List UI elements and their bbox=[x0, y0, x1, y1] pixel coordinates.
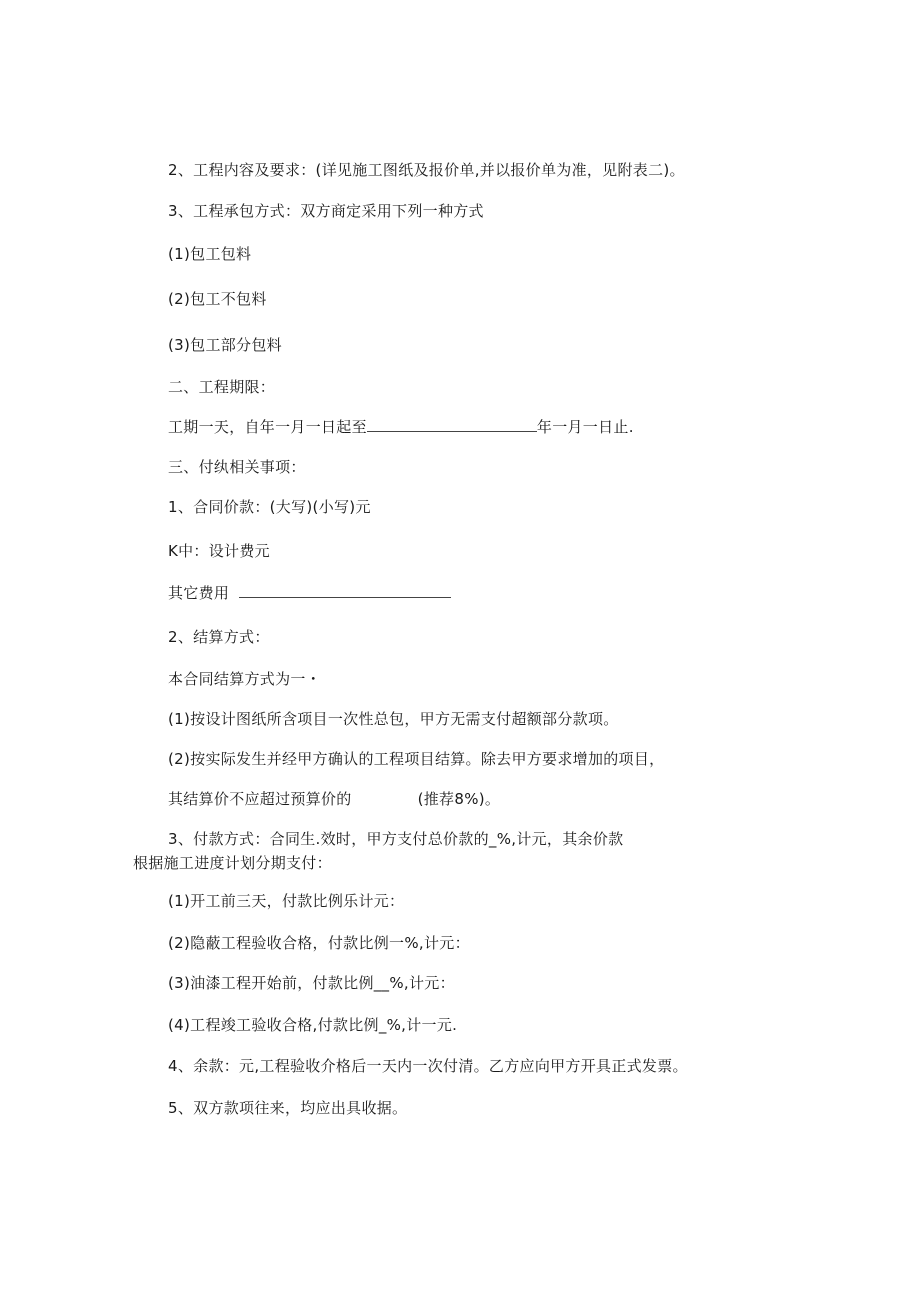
clause-settlement-method: 2、结算方式： bbox=[168, 628, 270, 646]
option-labor-only: (2)包工不包料 bbox=[168, 290, 267, 308]
period-line bbox=[168, 417, 634, 437]
settlement-option-2: (2)按实际发生并经甲方确认的工程项目结算。除去甲方要求增加的项目， bbox=[168, 750, 665, 768]
clause-contract-method: 3、工程承包方式：双方商定采用下列一种方式 bbox=[168, 202, 484, 220]
other-fees-blank bbox=[239, 583, 451, 598]
payment-schedule-note: 根据施工进度计划分期支付： bbox=[133, 854, 332, 872]
payment-stage-2: (2)隐蔽工程验收合格，付款比例一%,计元： bbox=[168, 934, 470, 952]
period-end-blank bbox=[367, 417, 537, 432]
section-heading-period: 二、工程期限： bbox=[168, 378, 276, 396]
payment-stage-1: (1)开工前三天，付款比例乐计元： bbox=[168, 892, 405, 910]
clause-work-content: 2、工程内容及要求：(详见施工图纸及报价单,并以报价单为准，见附表二)。 bbox=[168, 161, 685, 179]
clause-balance: 4、余款：元,工程验收介格后一天内一次付清。乙方应向甲方开具正式发票。 bbox=[168, 1057, 688, 1075]
settlement-limit-line bbox=[168, 789, 500, 809]
section-heading-payment: 三、付纨相关事项： bbox=[168, 458, 306, 476]
settlement-limit-note: (推荐8%)。 bbox=[417, 790, 501, 808]
other-fees-label: 其它费用 bbox=[168, 584, 230, 602]
option-partial-materials: (3)包工部分包料 bbox=[168, 336, 282, 354]
option-labor-and-materials: (1)包工包料 bbox=[168, 245, 252, 263]
clause-payment-method: 3、付款方式：合同生.效时，甲方支付总价款的_%,计元，其余价款 bbox=[168, 830, 624, 848]
other-fees-line bbox=[168, 583, 451, 603]
payment-stage-4: (4)工程竣工验收合格,付款比例_%,计一元. bbox=[168, 1016, 458, 1034]
period-text-end: 年一月一日止. bbox=[536, 418, 634, 436]
clause-design-fee: K中：设计费元 bbox=[168, 542, 270, 560]
settlement-intro: 本合同结算方式为一・ bbox=[168, 670, 322, 688]
period-text-start: 工期一天，自年一月一日起至 bbox=[168, 418, 367, 436]
clause-contract-price: 1、合同价款：(大写)(小写)元 bbox=[168, 498, 371, 516]
clause-receipts: 5、双方款项往来，均应出具收据。 bbox=[168, 1099, 408, 1117]
payment-stage-3: (3)油漆工程开始前，付款比例__%,计元： bbox=[168, 974, 455, 992]
settlement-option-1: (1)按设计图纸所含项目一次性总包，甲方无需支付超额部分款项。 bbox=[168, 710, 619, 728]
settlement-limit-text: 其结算价不应超过预算价的 bbox=[168, 790, 352, 808]
